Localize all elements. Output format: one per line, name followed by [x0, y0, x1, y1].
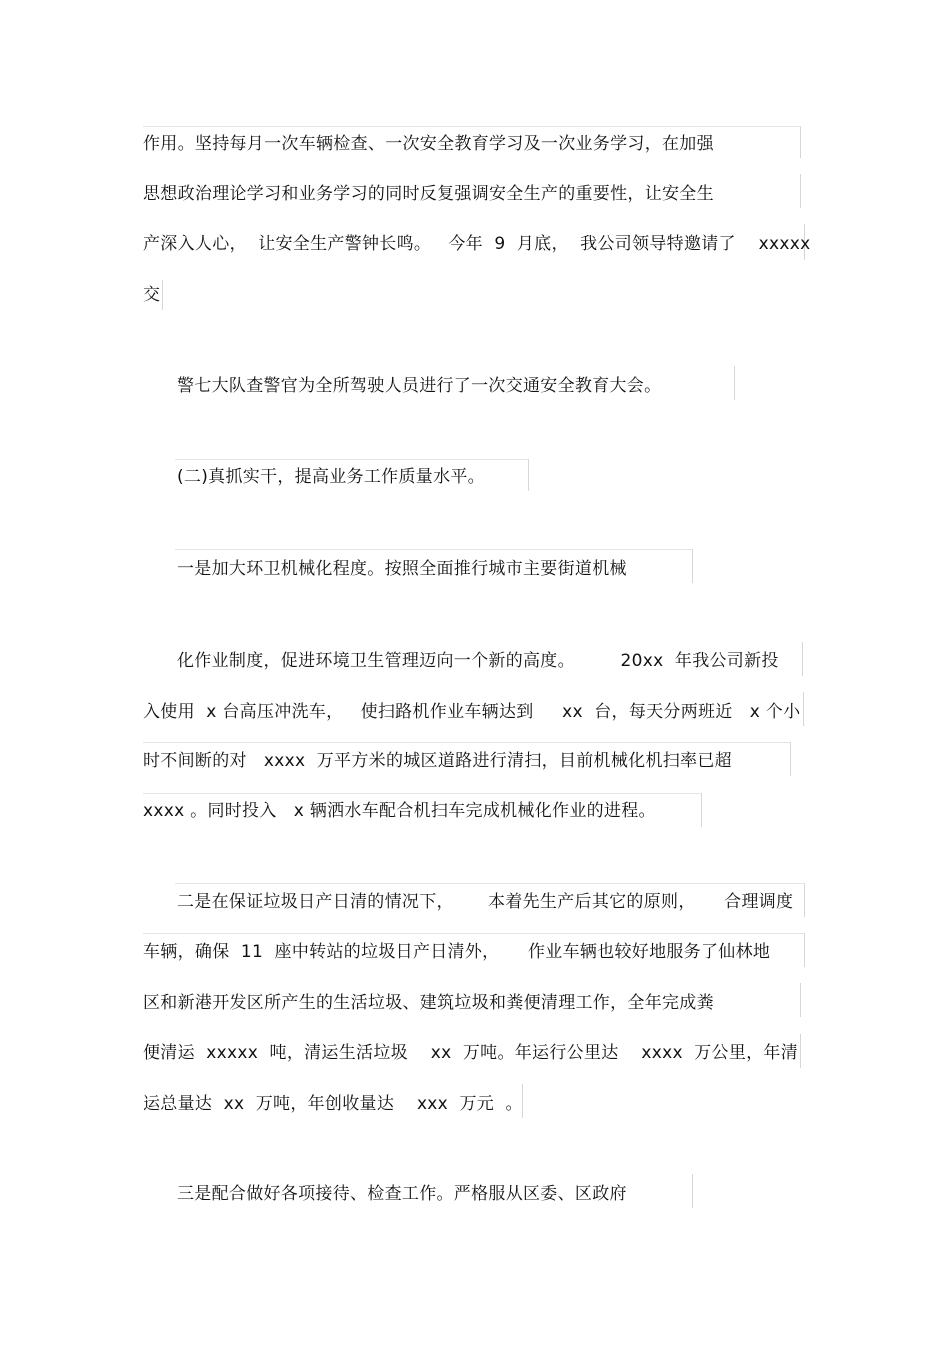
text-line: 二是在保证垃圾日产日清的情况下， 本着先生产后其它的原则， 合理调度: [177, 892, 794, 912]
text-line: 交: [143, 285, 161, 305]
text-line: 便清运 xxxxx 吨，清运生活垃圾 xx 万吨。年运行公里达 xxxx 万公里，年清: [143, 1043, 799, 1063]
text-line: 入使用 x 台高压冲洗车， 使扫路机作业车辆达到 xx 台，每天分两班近 x 个小: [143, 702, 801, 722]
text-line: xxxx 。同时投入 x 辆洒水车配合机扫车完成机械化作业的进程。: [143, 801, 656, 821]
text-line: 一是加大环卫机械化程度。按照全面推行城市主要街道机械: [177, 559, 627, 579]
text-line: 三是配合做好各项接待、检查工作。严格服从区委、区政府: [177, 1184, 627, 1204]
text-line: 区和新港开发区所产生的生活垃圾、建筑垃圾和粪便清理工作，全年完成粪: [143, 993, 714, 1013]
text-line: (二)真抓实干，提高业务工作质量水平。: [177, 467, 485, 487]
text-line: 作用。坚持每月一次车辆检查、一次安全教育学习及一次业务学习，在加强: [143, 134, 714, 154]
text-line: 车辆，确保 11 座中转站的垃圾日产日清外， 作业车辆也较好地服务了仙林地: [143, 942, 771, 962]
text-line: 思想政治理论学习和业务学习的同时反复强调安全生产的重要性，让安全生: [143, 184, 714, 204]
text-line: 时不间断的对 xxxx 万平方米的城区道路进行清扫，目前机械化机扫率已超: [143, 751, 732, 771]
text-line: 化作业制度，促进环境卫生管理迈向一个新的高度。 20xx 年我公司新投: [177, 651, 779, 671]
text-line: 警七大队查警官为全所驾驶人员进行了一次交通安全教育大会。: [177, 376, 662, 396]
text-line: 运总量达 xx 万吨，年创收量达 xxx 万元 。: [143, 1094, 523, 1114]
text-line: 产深入人心， 让安全生产警钟长鸣。 今年 9 月底， 我公司领导特邀请了 xxxxx: [143, 234, 811, 254]
